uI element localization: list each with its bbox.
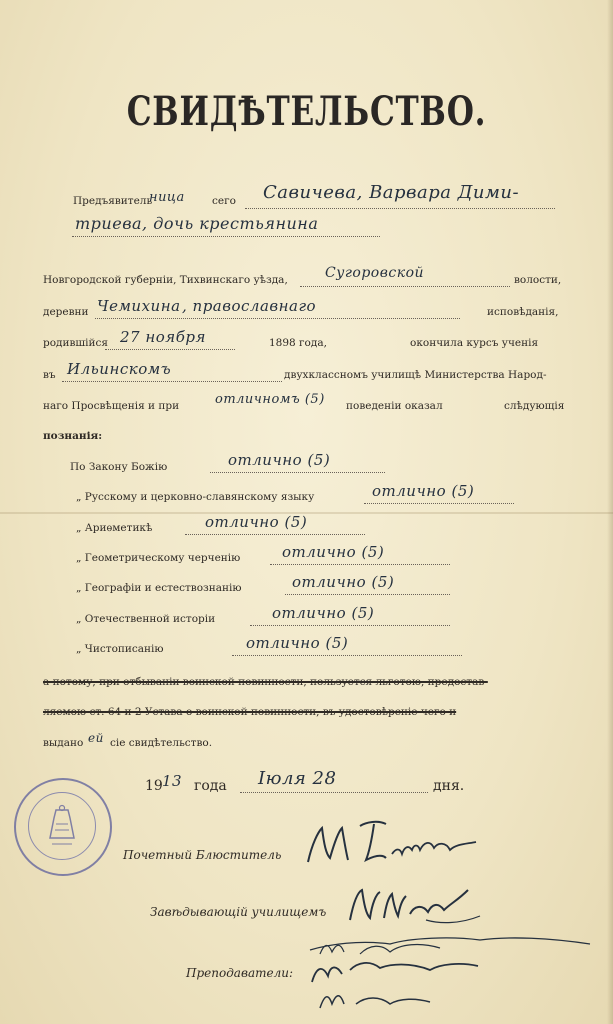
subject-name: „ Русскому и церковно-славянскому языку [76,491,315,503]
subject-rule [270,564,450,565]
subject-grade: отлично (5) [372,482,475,500]
date-year-word: года [194,778,227,794]
document-title: СВИДѢТЕЛЬСТВО. [126,88,487,135]
subject-name: „ Ариѳметикѣ [76,522,153,534]
holder-name-cont: триева, дочь крестьянина [75,214,319,233]
province-text: Новгородской губерніи, Тихвинскаго уѣзда, [43,274,288,286]
teachers-signatures [300,930,600,1020]
date-hw: Іюля 28 [258,768,337,789]
subject-name: „ Географіи и естествознанію [76,582,242,594]
head-signature [340,880,490,930]
subject-rule [364,503,514,504]
born-text: родившійся [43,337,109,349]
subject-rule [285,594,450,595]
paper-edge-shadow [607,0,613,1024]
intro-suffix: ница [149,190,185,205]
school-prefix: въ [43,369,56,381]
volost-name: Сугоровской [325,265,425,281]
stamp-emblem-icon [46,804,78,848]
subject-grade: отлично (5) [246,634,349,652]
holder-name: Савичева, Варвара Дими- [263,182,520,203]
subject-rule [250,625,450,626]
religion: , православнаго [182,297,317,315]
volost-text: волости, [514,274,562,286]
date-year-hw: 13 [162,772,183,790]
subject-name: По Закону Божію [70,461,168,473]
date-year-printed: 19 [145,778,163,794]
subject-name: „ Геометрическому черченію [76,552,241,564]
birth-year: 1898 года, [269,337,327,349]
subject-grade: отлично (5) [228,451,331,469]
village-text: деревни [43,306,89,318]
subject-grade: отлично (5) [205,513,308,531]
village-name: Чемихина [97,297,181,315]
issued-text: выдано [43,737,84,749]
finished-text: окончила курсъ ученія [410,337,539,349]
official-stamp [14,778,112,876]
trustee-signature [300,814,500,874]
issued-hw: ей [88,731,104,745]
conduct-grade: отличномъ (5) [215,392,325,407]
date-rule [240,792,428,793]
struck-line: ляемою ст. 64 и 2 Устава о воинской повинности, въ удостовѣреніе чего и [43,706,457,718]
school-name: Ильинскомъ [67,360,172,378]
head-label: Завѣдывающій училищемъ [150,905,327,919]
school-text: двухклассномъ училищѣ Министерства Народ- [284,369,547,381]
subject-grade: отлично (5) [292,573,395,591]
holder-name-rule [245,208,555,209]
subject-rule [232,655,462,656]
ministry-text: наго Просвѣщенія и при [43,400,180,412]
conduct-text: поведеніи оказал [346,400,443,412]
date-day-word: дня. [433,778,465,794]
holder-name-rule-2 [72,236,380,237]
intro-printed-tail: сего [212,195,236,207]
trustee-label: Почетный Блюститель [123,848,282,862]
teachers-label: Преподаватели: [186,966,293,980]
volost-rule [300,286,510,287]
village-rule [95,318,460,319]
conduct-text-tail: слѣдующія [504,400,565,412]
birth-date-rule [105,349,235,350]
subject-rule [185,534,365,535]
subject-name: „ Чистописанію [76,643,164,655]
issued-tail: сіе свидѣтельство. [110,737,213,749]
religion-text: исповѣданія, [487,306,559,318]
struck-line: а потому, при отбываніи воинской повинности, пользуется льготою, предостав- [43,676,488,688]
intro-printed: Предъявитель [73,195,153,207]
subject-name: „ Отечественной исторіи [76,613,216,625]
birth-date: 27 ноября [120,328,206,346]
subject-rule [210,472,385,473]
subject-grade: отлично (5) [282,543,385,561]
school-rule [62,381,282,382]
subject-grade: отлично (5) [272,604,375,622]
knowledge-label: познанія: [43,430,103,442]
